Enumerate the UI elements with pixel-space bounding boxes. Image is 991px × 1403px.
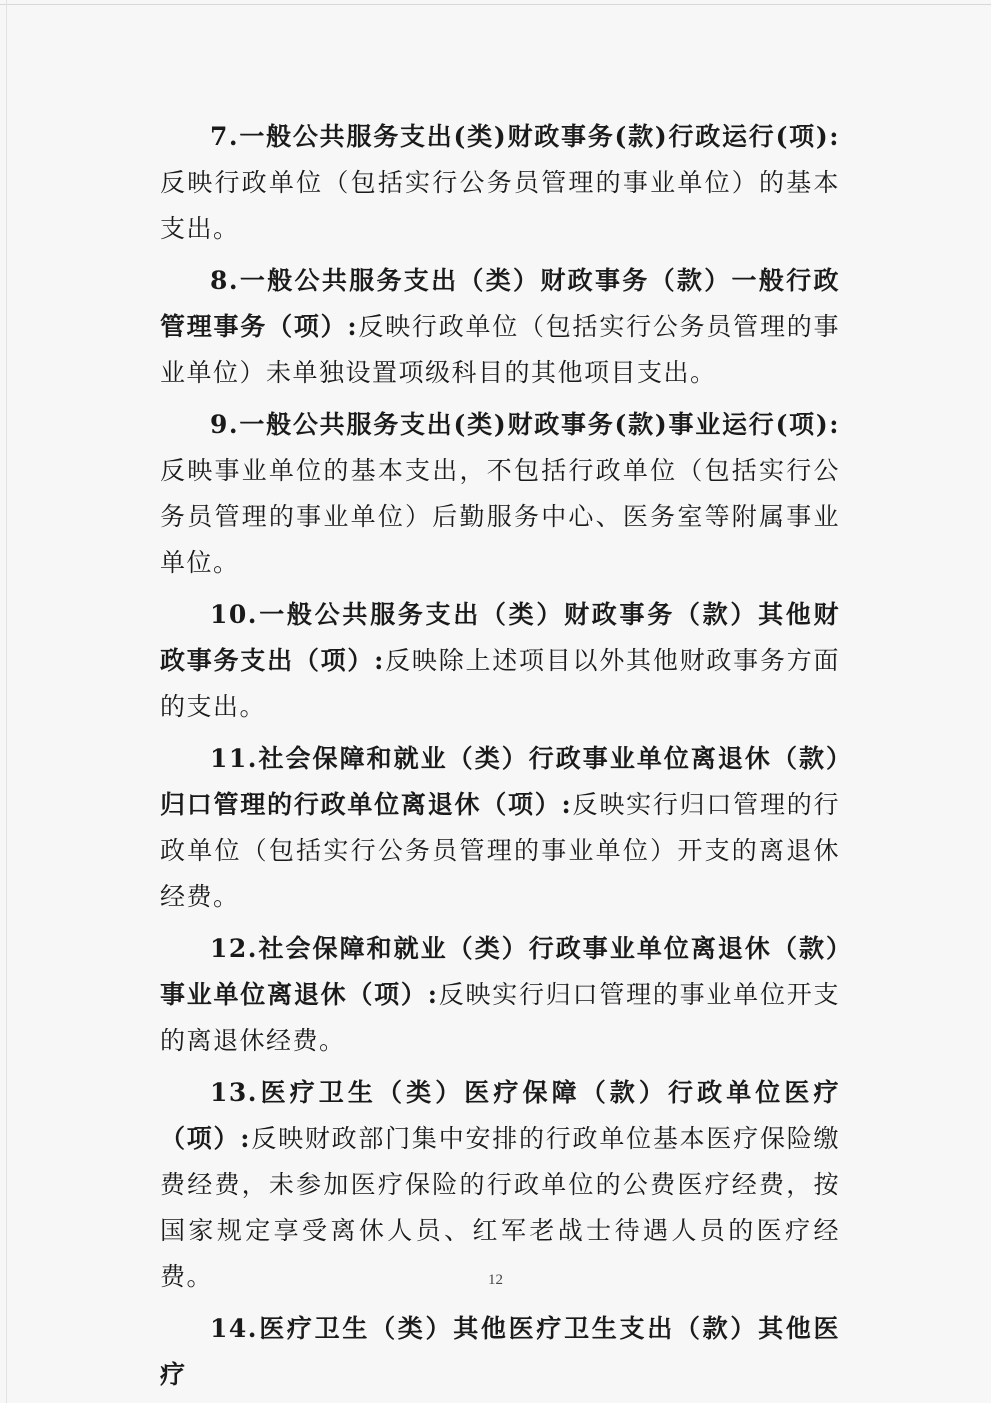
paragraph-item bbox=[160, 114, 840, 252]
paragraph-text: 反映实行归口管理的行政单位（包括实行公务员管理的事业单位）开支的离退休经费。 bbox=[160, 790, 840, 911]
paragraph-text: 反映事业单位的基本支出，不包括行政单位（包括实行公务员管理的事业单位）后勤服务中心、医务室等附属事业单位。 bbox=[160, 456, 840, 577]
paragraph-item bbox=[160, 736, 840, 920]
paragraph-heading: 12.社会保障和就业（类）行政事业单位离退休（款）事业单位离退休（项）: bbox=[160, 934, 840, 1009]
paragraph-heading: 9.一般公共服务支出(类)财政事务(款)事业运行(项): bbox=[210, 410, 840, 439]
scan-edge-top bbox=[0, 4, 991, 5]
paragraph-item bbox=[160, 926, 840, 1064]
paragraph-heading: 11.社会保障和就业（类）行政事业单位离退休（款）归口管理的行政单位离退休（项）: bbox=[160, 744, 840, 819]
paragraph-item bbox=[160, 258, 840, 396]
page-number: 12 bbox=[488, 1272, 503, 1288]
paragraph-heading: 14.医疗卫生（类）其他医疗卫生支出（款）其他医疗 bbox=[160, 1314, 840, 1389]
paragraph-item bbox=[160, 592, 840, 730]
paragraph-heading: 10.一般公共服务支出（类）财政事务（款）其他财政事务支出（项）: bbox=[160, 600, 840, 675]
paragraph-heading: 8.一般公共服务支出（类）财政事务（款）一般行政管理事务（项）: bbox=[160, 266, 840, 341]
paragraph-text: 反映行政单位（包括实行公务员管理的事业单位）未单独设置项级科目的其他项目支出。 bbox=[160, 312, 840, 387]
paragraph-item bbox=[160, 1070, 840, 1300]
paragraph-text: 反映实行归口管理的事业单位开支的离退休经费。 bbox=[160, 980, 840, 1055]
paragraph-heading: 13.医疗卫生（类）医疗保障（款）行政单位医疗（项）: bbox=[160, 1078, 840, 1153]
scan-edge-left bbox=[6, 0, 7, 1403]
paragraph-text: 反映行政单位（包括实行公务员管理的事业单位）的基本支出。 bbox=[160, 168, 840, 243]
paragraph-heading: 7.一般公共服务支出(类)财政事务(款)行政运行(项): bbox=[210, 122, 840, 151]
paragraph-item bbox=[160, 402, 840, 586]
paragraph-text: 反映财政部门集中安排的行政单位基本医疗保险缴费经费，未参加医疗保险的行政单位的公费医疗经费，按国家规定享受离休人员、红军老战士待遇人员的医疗经费。 bbox=[160, 1124, 840, 1291]
paragraph-item bbox=[160, 1306, 840, 1398]
paragraph-text: 反映除上述项目以外其他财政事务方面的支出。 bbox=[160, 646, 840, 721]
document-body bbox=[160, 114, 840, 1398]
